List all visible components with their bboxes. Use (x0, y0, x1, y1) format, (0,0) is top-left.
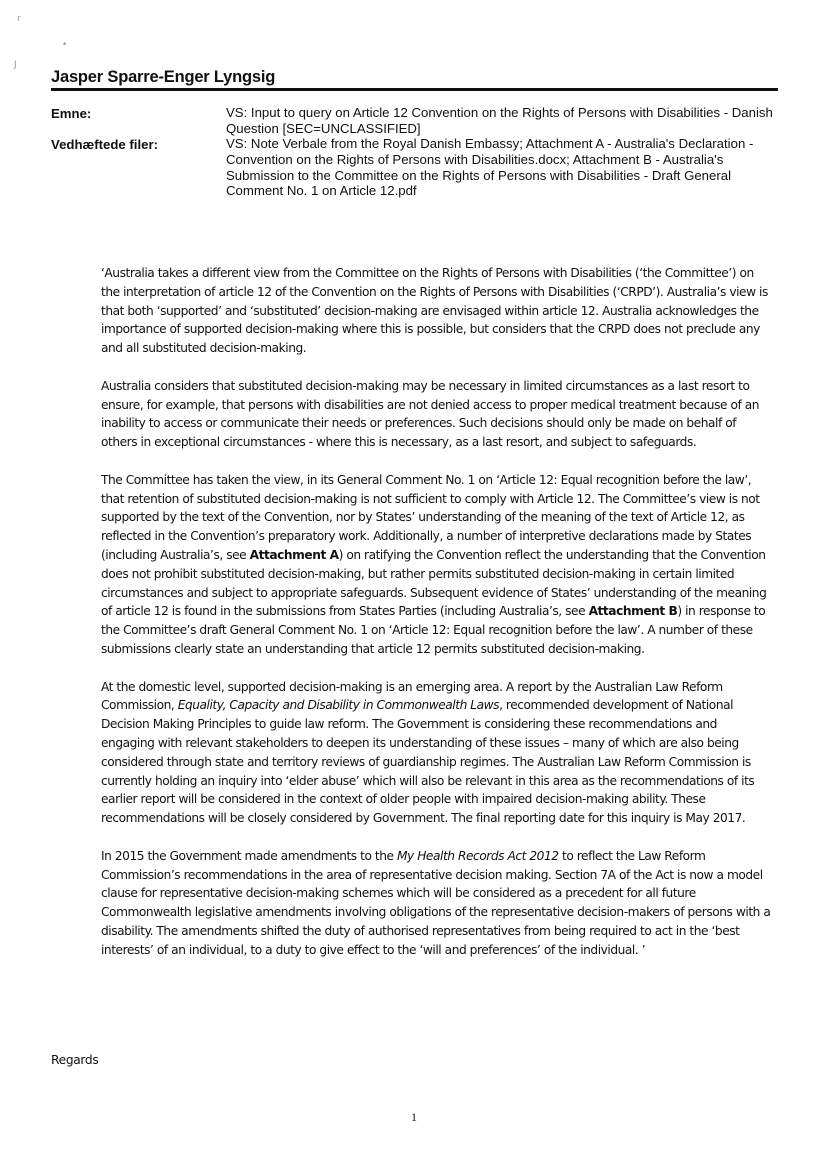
header-divider (51, 88, 778, 91)
paragraph-text: ) on ratifying the Convention reflect the understanding that the Convention does not prohibit substituted decision-making, but rather permits substituted decision-making in certain limited circumstances and subject to appropriate safeguards. Subsequent evidence of States’ understanding of the meaning of article 12 is found in the submissions from States Parties (including Australia’s, see (101, 547, 767, 619)
closing-regards: Regards (51, 1053, 99, 1067)
subject-label: Emne: (51, 106, 92, 121)
paragraph-2 (101, 377, 773, 452)
paragraph-5 (101, 847, 773, 960)
attachments-label: Vedhæftede filer: (51, 137, 158, 152)
scan-artifact: J (14, 60, 17, 70)
paragraph-3 (101, 471, 773, 659)
scan-artifact: • (62, 40, 68, 50)
attachments-value: VS: Note Verbale from the Royal Danish Embassy; Attachment A - Australia's Declaration - Convention on the Rights of Persons with Disabilities.docx; Attachment B - Australia's Submission to the Committee on the Rights of Persons with Disabilities - Draft General Comment No. 1 on Article 12.pdf (226, 136, 754, 199)
paragraph-text: ) in response to the Committee’s draft General Comment No. 1 on ‘Article 12: Equal recognition before the law’. A number of these submissions clearly state an understanding that article 12 permits substituted decision-making. (101, 604, 766, 656)
paragraph-text: The Committee has taken the view, in its General Comment No. 1 on ‘Article 12: Equal recognition before the law’, that retention of substituted decision-making is not sufficient to comply with Article 12. The Committee’s view is not supported by the text of the Convention, nor by States’ understanding of the meaning of the text of Article 12, as reflected in the Convention’s preparatory work. Additionally, a number of interpretive declarations made by States (including Australia’s, see (101, 472, 760, 562)
paragraph-text: ‘Australia takes a different view from the Committee on the Rights of Persons with Disabilities (‘the Committee’) on the interpretation of article 12 of the Convention on the Rights of Persons with Disabilities (‘CRPD’). Australia’s view is that both ‘supported’ and ‘substituted’ decision-making are envisaged within article 12. Australia acknowledges the importance of supported decision-making where this is possible, but considers that the CRPD does not preclude any and all substituted decision-making. (101, 266, 768, 356)
paragraph-4 (101, 678, 773, 828)
message-body (101, 264, 773, 978)
paragraph-1 (101, 264, 773, 358)
attachment-b-reference: Attachment B (588, 604, 678, 619)
report-title: Equality, Capacity and Disability in Commonwealth Laws (177, 698, 500, 713)
paragraph-text: In 2015 the Government made amendments to the (101, 848, 397, 863)
act-title: My Health Records Act 2012 (396, 848, 559, 863)
paragraph-text: to reflect the Law Reform Commission’s recommendations in the area of representative decision making. Section 7A of the Act is now a model clause for representative decision-making schemes which will be considered as a precedent for all future Commonwealth legislative amendments involving obligations of the representative decision-makers of persons with a disability. The amendments shifted the duty of authorised representatives from being required to act in the ‘best interests’ of an individual, to a duty to give effect to the ‘will and preferences’ of the individual. ’ (101, 848, 771, 957)
scan-artifact: r (17, 14, 21, 24)
subject-value: VS: Input to query on Article 12 Convention on the Rights of Persons with Disabilities - Danish Question [SEC=UNCLASSIFIED] (226, 105, 773, 136)
paragraph-text: , recommended development of National Decision Making Principles to guide law reform. The Government is considering these recommendations and engaging with relevant stakeholders to deepen its understanding of these issues – many of which are also being considered through state and territory reviews of guardianship regimes. The Australian Law Reform Commission is currently holding an inquiry into ‘elder abuse’ which will also be relevant in this area as the recommendations of its earlier report will be considered in the context of older people with impaired decision-making ability. These recommendations will be closely considered by Government. The final reporting date for this inquiry is May 2017. (101, 698, 755, 826)
attachment-a-reference: Attachment A (249, 547, 339, 562)
sender-name: Jasper Sparre-Enger Lyngsig (51, 68, 276, 86)
paragraph-text: At the domestic level, supported decision-making is an emerging area. A report by the Australian Law Reform Commission, (101, 679, 723, 713)
paragraph-text: Australia considers that substituted decision-making may be necessary in limited circumstances as a last resort to ensure, for example, that persons with disabilities are not denied access to proper medical treatment because of an inability to access or communicate their needs or preferences. Such decisions should only be made on behalf of others in exceptional circumstances - where this is necessary, as a last resort, and subject to safeguards. (101, 378, 760, 450)
page-number: 1 (411, 1110, 417, 1124)
